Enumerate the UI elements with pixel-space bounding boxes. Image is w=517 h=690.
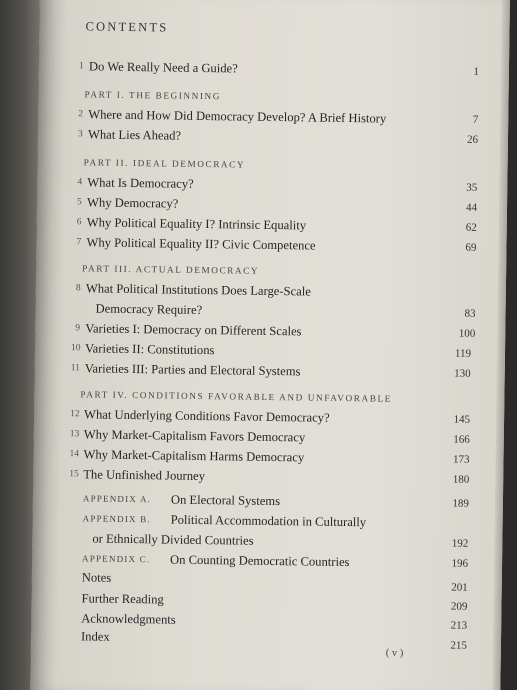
toc-entry-5	[77, 195, 478, 214]
toc-entry-3	[77, 127, 479, 146]
toc-entry-13	[69, 427, 470, 446]
chapter-number: 11	[70, 363, 80, 374]
page-number: 62	[465, 221, 477, 234]
page-number: 180	[452, 473, 470, 486]
page-number: 192	[451, 537, 469, 550]
page-number: 35	[466, 181, 478, 194]
chapter-title: Where and How Did Democracy Develop? A Brief History	[88, 107, 387, 126]
appendix-title: Political Accommodation in Culturally	[170, 512, 367, 530]
toc-further-reading	[81, 591, 468, 613]
appendix-title: On Electoral Systems	[170, 492, 281, 509]
chapter-title: What Underlying Conditions Favor Democracy?	[84, 407, 330, 425]
contents-title: CONTENTS	[85, 19, 169, 35]
page-number: 166	[453, 433, 470, 446]
chapter-title-continued: Democracy Require?	[95, 301, 203, 318]
chapter-number: 1	[78, 61, 84, 72]
appendix-title: On Counting Democratic Countries	[169, 552, 350, 570]
chapter-title: Why Democracy?	[86, 195, 179, 211]
chapter-title: Varieties II: Constitutions	[84, 341, 215, 358]
back-matter-title: Further Reading	[81, 591, 164, 607]
toc-entry-2	[78, 107, 479, 126]
chapter-title: Do We Really Need a Guide?	[88, 59, 238, 76]
toc-index	[80, 629, 468, 652]
back-matter-title: Index	[80, 629, 110, 644]
chapter-number: 13	[69, 429, 80, 440]
chapter-title: Why Political Equality II? Civic Competence	[86, 235, 316, 253]
chapter-number: 6	[76, 217, 82, 228]
toc-appendix-a	[82, 491, 469, 510]
page-number: 69	[465, 241, 477, 254]
toc-entry-6	[76, 215, 477, 234]
page-number: 209	[450, 600, 468, 613]
toc-entry-12	[70, 407, 471, 426]
page-number: 7	[472, 113, 479, 126]
chapter-number: 12	[70, 409, 80, 420]
appendix-label: APPENDIX A.	[82, 493, 152, 505]
part-heading-1: PART I. THE BEGINNING	[84, 89, 222, 102]
toc-entry-11	[70, 361, 471, 380]
back-matter-title: Acknowledgments	[81, 611, 176, 627]
chapter-title: What Lies Ahead?	[87, 127, 182, 143]
toc-entry-7	[76, 235, 477, 254]
toc-appendix-b	[82, 511, 469, 556]
page-number: 189	[452, 497, 469, 510]
toc-entry-1	[78, 59, 480, 78]
chapter-number: 10	[70, 343, 81, 354]
chapter-title: Why Political Equality I? Intrinsic Equality	[86, 215, 307, 233]
contents-page	[30, 0, 510, 690]
toc-entry-14	[69, 447, 470, 466]
toc-entry-10	[70, 341, 472, 360]
chapter-number: 9	[75, 323, 81, 334]
toc-entry-8	[75, 281, 476, 327]
chapter-number: 14	[69, 449, 80, 460]
toc-acknowledgments	[81, 611, 468, 632]
page-number: 119	[454, 347, 472, 360]
appendix-title-continued: or Ethnically Divided Countries	[92, 531, 254, 548]
chapter-title: The Unfinished Journey	[83, 467, 206, 484]
part-heading-2: PART II. IDEAL DEMOCRACY	[83, 157, 246, 170]
toc-entry-4	[77, 175, 478, 194]
folio-page-number: ( v )	[385, 647, 404, 659]
toc-entry-15	[69, 467, 470, 486]
page-number: 145	[453, 413, 471, 426]
page-number: 196	[451, 557, 469, 570]
chapter-title: What Is Democracy?	[87, 175, 194, 191]
chapter-title: Varieties III: Parties and Electoral Systems	[84, 361, 301, 379]
chapter-number: 7	[76, 237, 82, 248]
page-number: 83	[464, 307, 476, 320]
page-number: 215	[450, 639, 468, 652]
chapter-title: Why Market-Capitalism Harms Democracy	[83, 447, 305, 465]
chapter-number: 4	[77, 177, 83, 188]
chapter-title: Varieties I: Democracy on Different Scales	[85, 321, 302, 339]
toc-notes	[81, 570, 468, 594]
chapter-number: 2	[78, 109, 84, 120]
page-number: 173	[452, 453, 470, 466]
part-heading-4: PART IV. CONDITIONS FAVORABLE AND UNFAVORABLE	[80, 389, 392, 404]
chapter-number: 5	[77, 197, 82, 208]
page-edge	[492, 0, 510, 690]
page-number: 130	[454, 367, 471, 380]
page-number: 201	[451, 581, 468, 594]
appendix-label: APPENDIX C.	[82, 553, 151, 565]
part-heading-3: PART III. ACTUAL DEMOCRACY	[82, 263, 260, 276]
back-matter-title: Notes	[81, 570, 112, 585]
chapter-title: Why Market-Capitalism Favors Democracy	[83, 427, 306, 445]
page-number: 44	[465, 201, 478, 214]
chapter-number: 3	[77, 129, 83, 140]
page-number: 213	[450, 619, 468, 632]
chapter-title: What Political Institutions Does Large-Scale	[85, 281, 311, 299]
appendix-label: APPENDIX B.	[82, 513, 151, 525]
page-number: 100	[458, 327, 476, 340]
chapter-number: 8	[75, 283, 81, 294]
chapter-number: 15	[69, 469, 79, 480]
page-number: 26	[466, 133, 479, 146]
page-number: 1	[473, 65, 480, 78]
